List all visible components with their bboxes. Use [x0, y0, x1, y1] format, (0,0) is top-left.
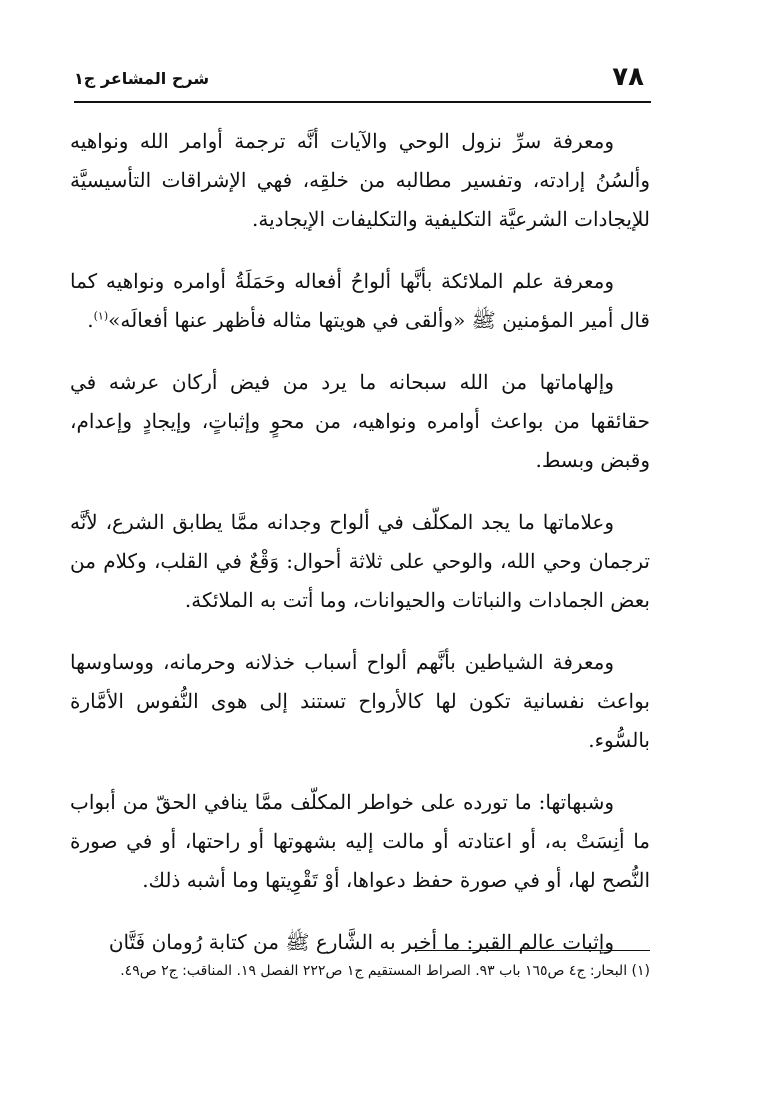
page-number: ٧٨: [612, 62, 644, 92]
paragraph-text: ومعرفة علم الملائكة بأنَّها ألواحُ أفعاله وحَمَلَةُ أوامره ونواهيه كما قال أمير المؤمنين ﷺ «وألقى في هويتها مثاله فأظهر عنها أفعالَه»: [70, 269, 650, 332]
paragraph: ومعرفة الشياطين بأنَّهم ألواح أسباب خذلانه وحرمانه، ووساوسها بواعث نفسانية تكون لها كالأرواح تستند إلى هوى النُّفوس الأمَّارة بالسُّوء.: [70, 650, 650, 752]
footnote-marker: (١): [93, 309, 109, 323]
paragraph: وإثبات عالم القبر: ما أخبر به الشَّارع ﷺ من كتابة رُومان فَتَّان: [108, 930, 614, 954]
running-title: شرح المشاعر ج١: [74, 69, 210, 88]
paragraph: وشبهاتها: ما تورده على خواطر المكلّف ممَّا ينافي الحقّ من أبواب ما أنِسَتْ به، أو اعتادته أو مالت إليه بشهوتها أو راحتها، أو في صورة النُّصح لها، أو في صورة حفظ دعواها، أوْ تَقْوِيتها وما أشبه ذلك.: [70, 790, 650, 892]
paragraph: وإلهاماتها من الله سبحانه ما يرد من فيض أركان عرشه في حقائقها من بواعث أوامره ونواهيه، من محوٍ وإثباتٍ، وإيجادٍ وإعدام، وقبض وبسط.: [70, 370, 650, 472]
page-header: [74, 62, 650, 98]
header-rule: [74, 101, 651, 103]
body-text: [70, 122, 650, 985]
paragraph: ومعرفة سرِّ نزول الوحي والآيات أنَّه ترجمة أوامر الله ونواهيه وألسُنُ إرادته، وتفسير مطالبه من خلقِه، فهي الإشراقات التأسيسيَّة للإيجادات الشرعيَّة التكليفية والتكليفات الإيجادية.: [70, 129, 650, 231]
footnote: (١) البحار: ج٤ ص١٦٥ باب ٩٣. الصراط المستقيم ج١ ص٢٢٢ الفصل ١٩. المناقب: ج٢ ص٤٩.: [120, 963, 650, 979]
paragraph: وعلاماتها ما يجد المكلّف في ألواح وجدانه ممَّا يطابق الشرع، لأنَّه ترجمان وحي الله، والوحي على ثلاثة أحوال: وَقْعٌ في القلب، وكلام من بعض الجمادات والنباتات والحيوانات، وما أتت به الملائكة.: [70, 510, 651, 612]
paragraph-with-note: ومعرفة علم الملائكة بأنَّها ألواحُ أفعاله وحَمَلَةُ أوامره ونواهيه كما قال أمير المؤمنين ﷺ «وألقى في هويتها مثاله فأظهر عنها أفعالَه»$^{(١)}$.: [70, 269, 650, 332]
footnote-rule: [415, 950, 650, 951]
